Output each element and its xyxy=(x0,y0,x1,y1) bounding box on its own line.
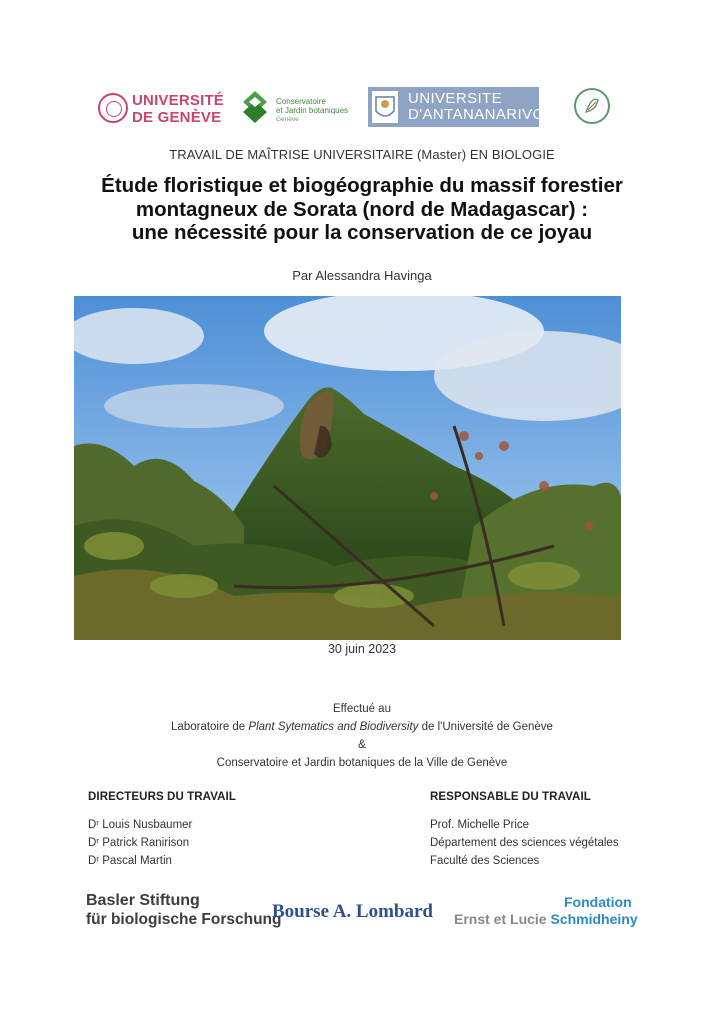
director-item: Dʳ Louis Nusbaumer xyxy=(88,819,193,831)
association-seal-icon xyxy=(574,88,610,124)
lab-suffix: de l'Université de Genève xyxy=(418,721,553,733)
unige-line2: DE GENÈVE xyxy=(132,109,222,126)
cjb-line3: Genève xyxy=(276,116,299,123)
thesis-title xyxy=(0,174,724,245)
director-item: Dʳ Patrick Ranirison xyxy=(88,837,190,849)
cjb-logo-text xyxy=(276,97,348,124)
performed-amp: & xyxy=(358,739,366,751)
performed-conservatory: Conservatoire et Jardin botaniques de la Ville de Genève xyxy=(216,757,508,769)
responsible-item: Faculté des Sciences xyxy=(430,855,540,867)
basler-line2: für biologische Forschung xyxy=(86,911,282,928)
unige-seal-icon xyxy=(98,93,128,123)
basler-stiftung-logo xyxy=(86,891,281,929)
directors-list xyxy=(88,816,192,870)
unige-logo xyxy=(98,90,225,130)
performed-lab xyxy=(0,718,724,736)
responsible-list xyxy=(430,816,619,870)
schmidheiny-ernst: Ernst et Lucie xyxy=(454,911,547,927)
cjb-line2: et Jardin botaniques xyxy=(276,106,349,115)
lab-name: Plant Sytematics and Biodiversity xyxy=(248,721,419,733)
mountain-photo xyxy=(74,296,621,640)
unige-line1: UNIVERSITÉ xyxy=(132,92,225,109)
responsible-item: Prof. Michelle Price xyxy=(430,819,530,831)
title-line-2: montagneux de Sorata (nord de Madagascar) : xyxy=(135,197,589,221)
cjb-leaf-icon xyxy=(240,90,270,124)
submission-date: 30 juin 2023 xyxy=(327,642,397,656)
degree-line: TRAVAIL DE MAÎTRISE UNIVERSITAIRE (Master) EN BIOLOGIE xyxy=(169,147,555,162)
title-line-1: Étude floristique et biogéographie du massif forestier xyxy=(101,174,623,197)
author: Par Alessandra Havinga xyxy=(292,268,432,283)
responsible-item: Département des sciences végétales xyxy=(430,837,619,849)
directors-heading: DIRECTEURS DU TRAVAIL xyxy=(88,791,236,803)
schmidheiny-name: Schmidheiny xyxy=(550,911,638,927)
antananarivo-crest-icon xyxy=(372,91,398,123)
responsible-heading: RESPONSABLE DU TRAVAIL xyxy=(430,791,591,803)
director-item: Dʳ Pascal Martin xyxy=(88,855,172,867)
performed-intro: Effectué au xyxy=(333,703,391,715)
antananarivo-logo-text xyxy=(408,91,545,123)
leaf-emblem-icon xyxy=(576,90,608,122)
title-line-3: une nécessité pour la conservation de ce joyau xyxy=(131,221,593,244)
antananarivo-line1: UNIVERSITE xyxy=(408,90,503,107)
unige-logo-text xyxy=(132,92,224,126)
performed-at-block xyxy=(0,700,724,772)
antananarivo-line2: D'ANTANANARIVO xyxy=(408,106,545,123)
lab-prefix: Laboratoire de xyxy=(171,721,249,733)
antananarivo-logo xyxy=(368,87,545,127)
cjb-line1: Conservatoire xyxy=(276,97,326,106)
bourse-lombard-logo: Bourse A. Lombard xyxy=(272,901,433,922)
basler-line1: Basler Stiftung xyxy=(86,892,200,909)
schmidheiny-foundation-logo xyxy=(454,894,644,928)
schmidheiny-line1: Fondation xyxy=(564,894,632,910)
cjb-logo xyxy=(240,88,350,128)
